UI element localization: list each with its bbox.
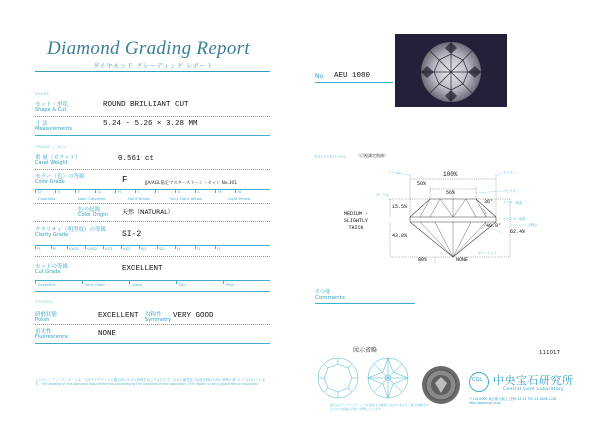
cut-label-jp: カットの等級 xyxy=(35,264,68,270)
scale-letter: VS1 xyxy=(105,246,113,251)
crown-right-percent: 56% xyxy=(446,190,456,196)
carat-label-en: Carat Weight xyxy=(35,160,68,166)
clarity-label-jp: クラリティ（明澄度）の等級 xyxy=(35,227,106,233)
scale-tick xyxy=(35,245,36,249)
lower-half-percent: 80% xyxy=(418,257,428,263)
scale-letter: F xyxy=(78,189,81,194)
scale-letter: I xyxy=(138,189,140,194)
divider xyxy=(35,169,270,170)
label-crown: クラウン xyxy=(503,171,516,175)
scale-letter: G xyxy=(98,189,101,194)
scale-letter: H xyxy=(118,189,121,194)
table-percent: 100% xyxy=(443,171,458,178)
scale-tick xyxy=(75,189,76,193)
shape-value: ROUND BRILLIANT CUT xyxy=(103,101,189,109)
org-url: http://www.cgl.co.jp xyxy=(469,401,501,405)
total-depth: 62.4% xyxy=(510,229,526,235)
divider xyxy=(35,135,270,136)
fluor-label-jp: 蛍光性 xyxy=(35,329,52,335)
org-address: 〒110-0005 東京都台東区上野5-15-14 TEL 03-3836-1281 xyxy=(469,397,557,401)
scale-word: Excellent xyxy=(38,282,56,287)
scale-tick xyxy=(103,245,104,249)
report-subtitle: ダイヤモンド グレーディング レポート xyxy=(93,63,214,70)
clarity-value: SI-2 xyxy=(122,230,142,239)
scale-tick xyxy=(176,280,177,284)
scale-letter: VVS1 xyxy=(69,246,80,251)
scale-tick xyxy=(129,280,130,284)
culet-value: NONE xyxy=(456,257,469,263)
scale-tick xyxy=(215,189,216,193)
scale-tick xyxy=(215,245,216,249)
scale-tick xyxy=(85,245,86,249)
seal-graphic xyxy=(421,365,461,405)
cut-value: EXCELLENT xyxy=(122,265,163,273)
plot-diagram xyxy=(315,354,415,404)
report-no-value: AEU 1080 xyxy=(334,72,371,80)
scale-tick xyxy=(55,189,56,193)
measurements-value: 5.24 - 5.26 × 3.28 MM xyxy=(103,120,198,128)
scale-tick xyxy=(139,245,140,249)
scale-letter: I1 xyxy=(177,246,181,251)
shape-label-en: Shape & Cut xyxy=(35,107,67,113)
scale-tick xyxy=(35,189,36,193)
scale-letter: SI2 xyxy=(159,246,165,251)
scale-tick xyxy=(135,189,136,193)
diagram-title: 図示省略 xyxy=(353,347,378,354)
report-title: Diamond Grading Report xyxy=(47,38,250,59)
cut-label-en: Cut Grade xyxy=(35,269,61,275)
org-name-jp: 中央宝石研究所 xyxy=(493,374,574,387)
label-girdle: ガードル xyxy=(376,193,389,197)
diagram-number: 111017 xyxy=(539,350,560,356)
scale-letter: L xyxy=(198,189,201,194)
divider xyxy=(35,343,270,344)
report-no-label: No. xyxy=(315,73,325,80)
label-culet: キューレット xyxy=(478,251,498,255)
comments-label-jp: その他 xyxy=(315,289,331,295)
scale-word: Good xyxy=(132,282,142,287)
label-pavilion: パビリオン xyxy=(503,189,519,193)
origin-value: 天然（NATURAL） xyxy=(122,209,174,216)
scale-word: Fair xyxy=(179,282,186,287)
scale-letter: M xyxy=(218,189,222,194)
label-pavilion-angle: パビリオン角度 xyxy=(503,217,526,221)
divider xyxy=(35,203,270,204)
cut-scale-line xyxy=(35,280,270,281)
scale-letter: N xyxy=(238,189,241,194)
carat-value: 0.561 ct xyxy=(118,155,155,163)
scale-word: Light Yellow xyxy=(228,196,251,201)
scale-letter: IF xyxy=(53,246,57,251)
header-rule xyxy=(35,71,270,72)
scale-letter: K xyxy=(178,189,181,194)
diagram-caption: 図示はクラリティグレードを決定する要因ではありません。図示省略されたものの記録は当所で保管しています。 xyxy=(330,403,429,411)
crown-left-percent: 50% xyxy=(417,181,427,187)
scale-word: Very Light Yellow xyxy=(170,196,203,201)
scale-letter: D xyxy=(38,189,41,194)
symmetry-label-en: Symmetry xyxy=(145,317,171,323)
scale-tick xyxy=(195,189,196,193)
fluor-label-en: Fluorescence xyxy=(35,334,68,340)
fluor-value: NONE xyxy=(98,330,117,338)
scale-tick xyxy=(115,189,116,193)
clarity-label-en: Clarity Grade xyxy=(35,232,69,238)
disclaimer-text: このグレーディングレポートは、当該ダイヤモンドの鑑定時における特徴を記したものです。宝石の識別及び品質評価は当所の基準に基づいて行われています。The grading of this diamond was performed according to the standard of the laboratory. This report is not a guarantee or appraisal. xyxy=(35,378,266,387)
measurements-label-en: Measurements xyxy=(35,126,72,132)
polish-label-en: Polish xyxy=(35,317,50,323)
pavilion-angle: 40.8° xyxy=(486,223,502,229)
section-label-proportions: PROPORTIONS xyxy=(315,155,347,159)
color-value: F xyxy=(122,175,128,185)
scale-tick xyxy=(223,280,224,284)
divider xyxy=(35,291,270,292)
symmetry-value: VERY GOOD xyxy=(173,312,214,320)
scale-letter: I3 xyxy=(217,246,221,251)
scale-word: Very Good xyxy=(85,282,105,287)
scale-tick xyxy=(95,189,96,193)
diamond-photo-graphic xyxy=(395,34,507,107)
color-master-note: JJA/AGL協定マスターストーン・セット No.301 xyxy=(145,181,237,186)
comments-rule xyxy=(315,303,415,304)
label-total-depth: 全深さ xyxy=(528,223,538,227)
crown-height: 15.5% xyxy=(392,204,408,210)
measurements-label-jp: 寸 法 xyxy=(35,121,48,127)
proportions-note: （目視測定数値） xyxy=(356,153,388,158)
scale-tick xyxy=(82,280,83,284)
origin-label-jp: 色の起源 xyxy=(78,207,101,213)
scale-tick xyxy=(157,245,158,249)
scale-letter: SI1 xyxy=(141,246,147,251)
scale-letter: I2 xyxy=(197,246,201,251)
section-label-shape: SHAPE xyxy=(35,92,50,96)
scale-word: Faint Yellow xyxy=(128,196,151,201)
scale-letter: E xyxy=(58,189,61,194)
comments-label-en: Comments xyxy=(315,295,345,301)
scale-tick xyxy=(35,280,36,284)
carat-label-jp: 重 量（カラット） xyxy=(35,155,81,161)
scale-tick xyxy=(121,245,122,249)
org-name-en: Central Gem Laboratory xyxy=(503,387,564,392)
diamond-photo xyxy=(395,34,507,107)
crown-angle: 36° xyxy=(484,199,494,205)
pavilion-depth: 43.0% xyxy=(392,233,408,239)
scale-word: Poor xyxy=(226,282,235,287)
scale-letter: VVS2 xyxy=(87,246,98,251)
scale-tick xyxy=(155,189,156,193)
section-label-grade: GRADE — 4Cs xyxy=(35,145,66,149)
cgl-logo-text: CGL xyxy=(472,377,483,383)
scale-letter: VS2 xyxy=(123,246,131,251)
scale-tick xyxy=(175,189,176,193)
report-no-rule xyxy=(315,82,393,83)
shape-label-jp: カット・形状 xyxy=(35,102,68,108)
polish-label-jp: 研磨状態 xyxy=(35,312,58,318)
divider xyxy=(35,116,270,117)
proportion-diagram xyxy=(350,165,570,270)
scale-letter: J xyxy=(158,189,160,194)
polish-value: EXCELLENT xyxy=(98,312,139,320)
divider xyxy=(35,324,270,325)
scale-tick xyxy=(67,245,68,249)
color-label-jp: カラー（色）の等級 xyxy=(35,174,85,180)
girdle-value: MEDIUM - SLIGHTLY THICK xyxy=(343,211,368,231)
divider xyxy=(35,256,270,257)
origin-label-en: Color Origin xyxy=(78,212,108,218)
scale-letter: FL xyxy=(37,246,42,251)
section-label-others: OTHERS xyxy=(35,300,53,304)
divider xyxy=(35,221,270,222)
scale-tick xyxy=(195,245,196,249)
scale-tick xyxy=(175,245,176,249)
lab-seal xyxy=(421,365,461,405)
scale-word: Near Colorless xyxy=(78,196,106,201)
label-crown-angle: クラウン角度 xyxy=(503,201,523,205)
color-label-en: Color Grade xyxy=(35,179,65,185)
scale-tick xyxy=(235,189,236,193)
scale-tick xyxy=(51,245,52,249)
label-table: テーブル xyxy=(388,171,401,175)
scale-word: Colorless xyxy=(38,196,56,201)
symmetry-label-jp: 対称性 xyxy=(145,312,162,318)
